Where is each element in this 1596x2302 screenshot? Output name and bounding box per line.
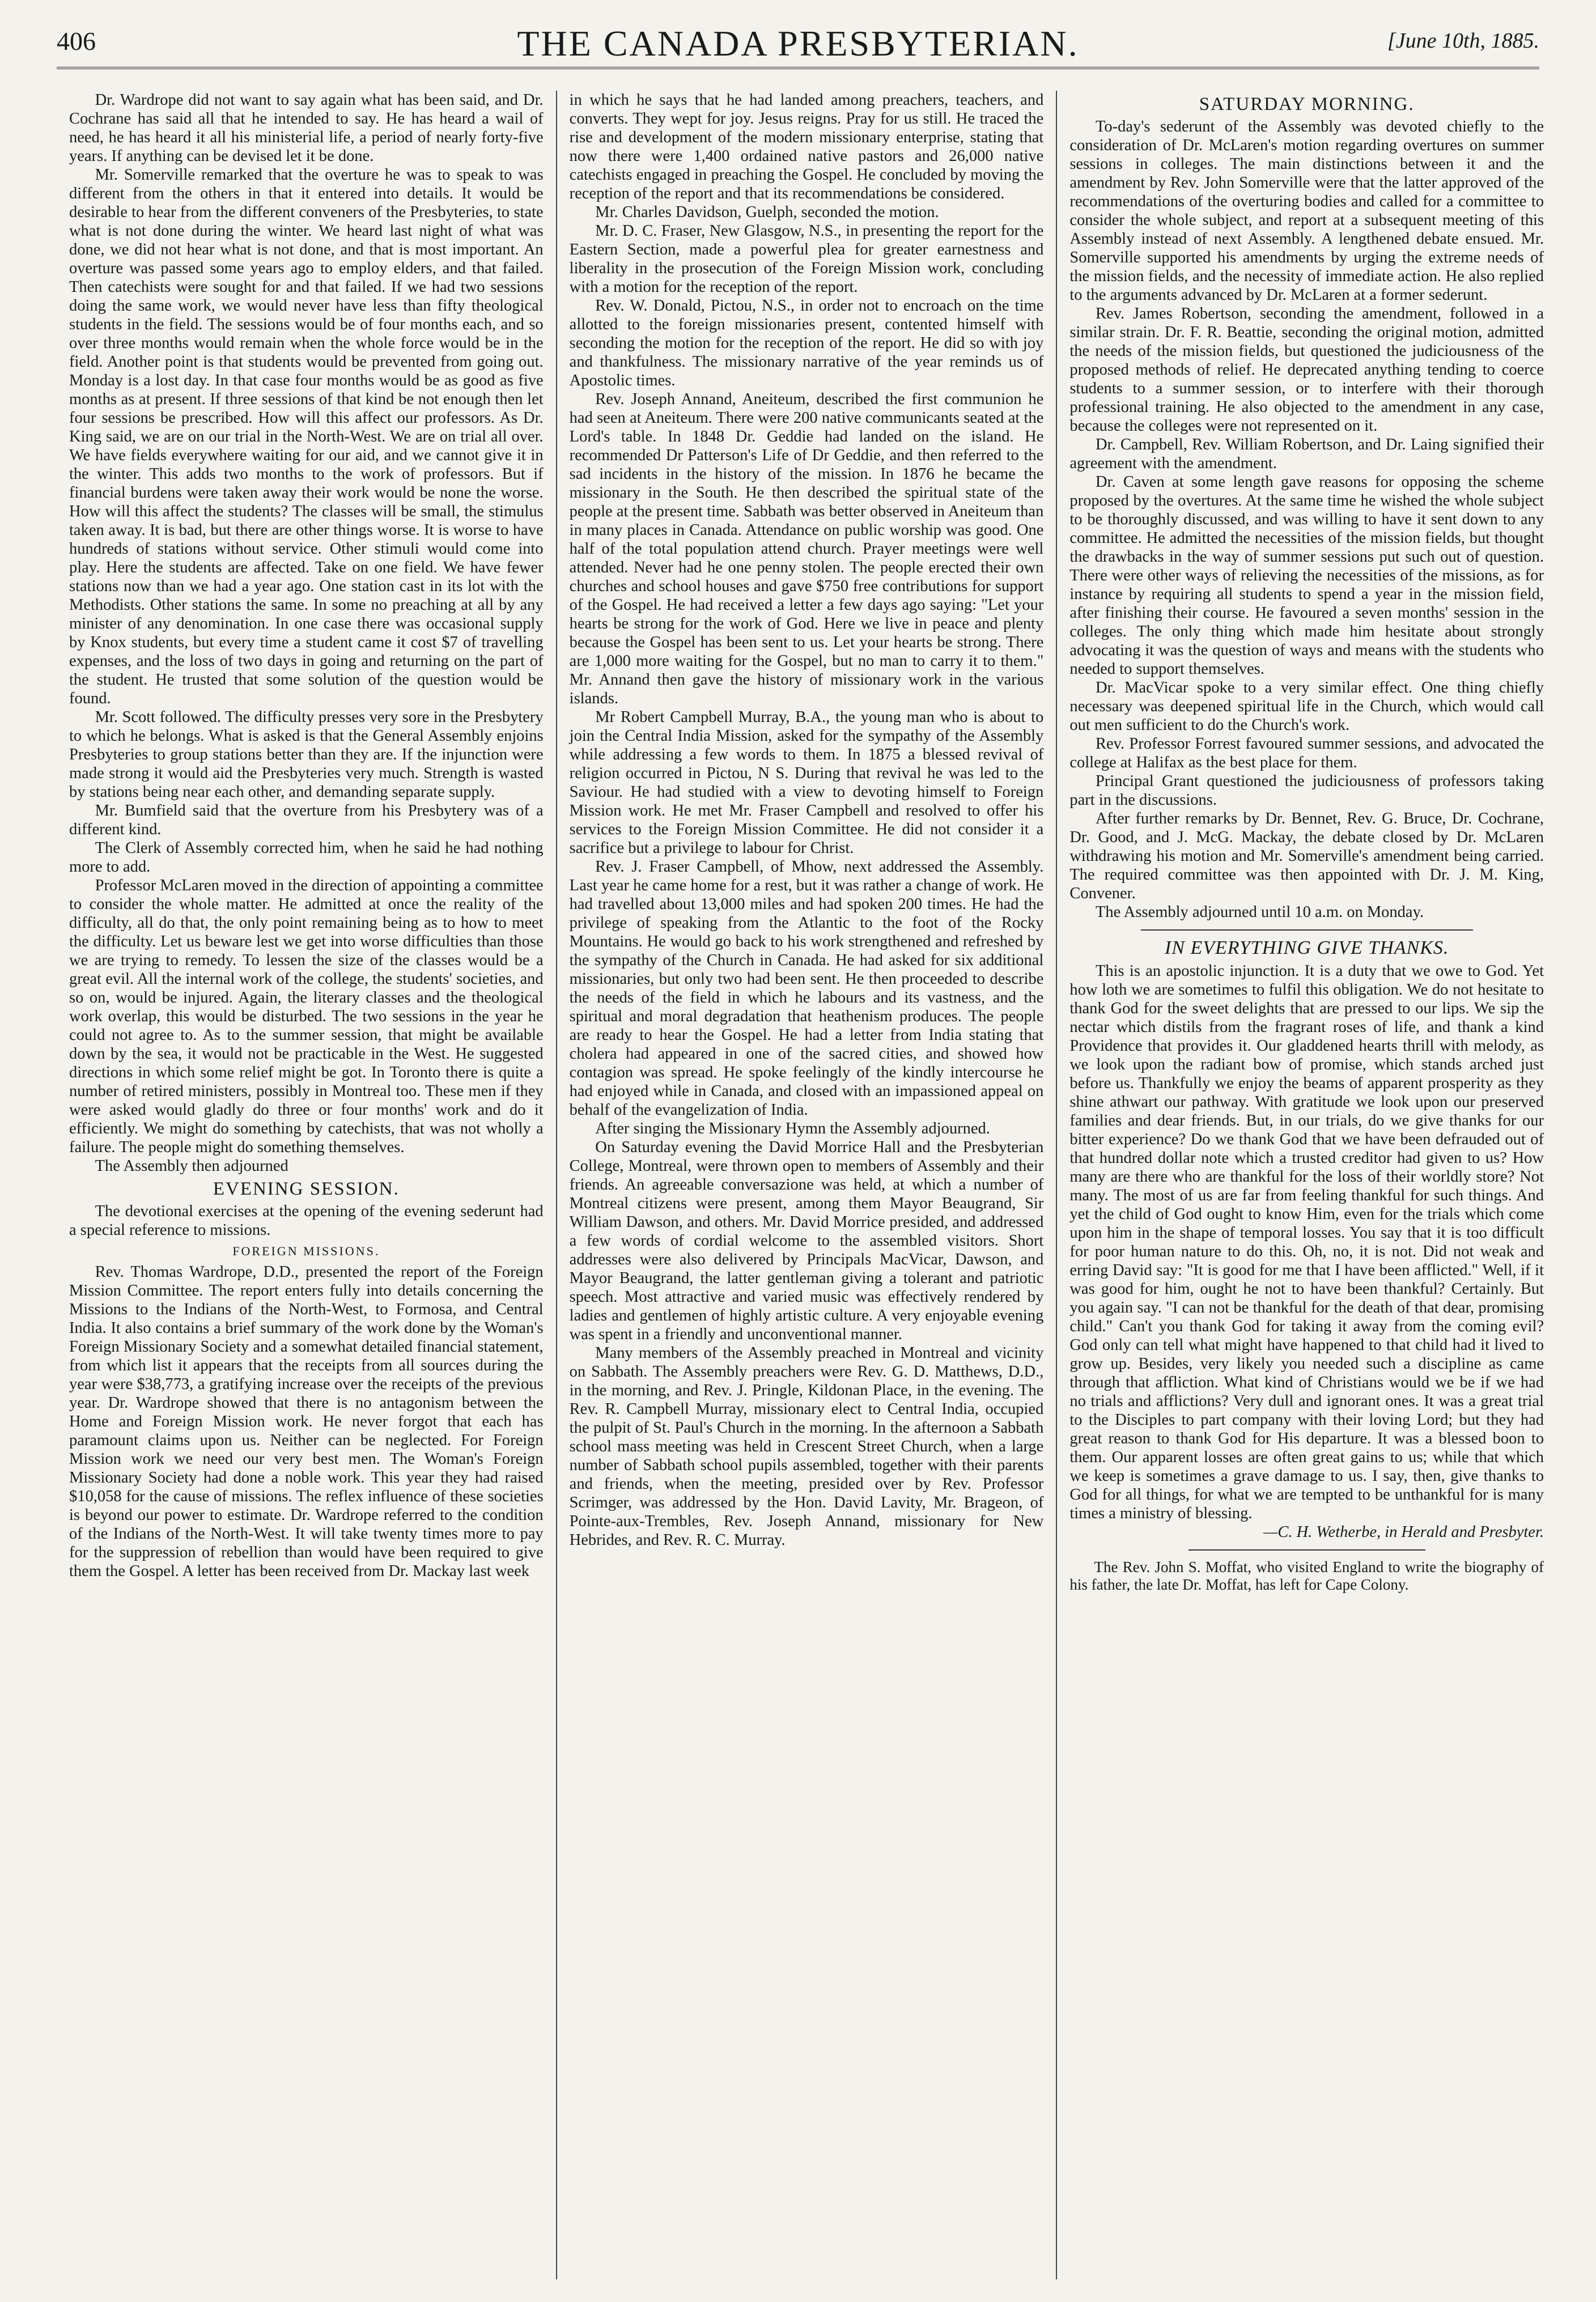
paragraph: Rev. Thomas Wardrope, D.D., presented the report of the Foreign Mission Committee. The report enters fully into details concerning the Missions to the Indians of the North-West, to Formosa, and Central India. It also contains a brief summary of the work done by the Woman's Foreign Missionary Society and a somewhat detailed financial statement, from which list it appears that the receipts from all sources during the year were $38,773, a gratifying increase over the receipts of the previous year. Dr. Wardrope showed that there is no antagonism between the Home and Foreign Mission work. He never forgot that each has paramount claims upon us. Neither can be neglected. For Foreign Mission work we need our very best men. The Woman's Foreign Missionary Society had done a noble work. This year they had raised $10,058 for the cause of missions. The reflex influence of these societies is beyond our power to estimate. Dr. Wardrope referred to the condition of the Indians of the North-West. It will take twenty times more to pay for the suppression of rebellion than would have been required to give them the Gospel. A letter has been received from Dr. Mackay last week xyxy=(69,1263,544,1580)
paragraph: Principal Grant questioned the judiciousness of professors taking part in the discussions. xyxy=(1069,772,1544,809)
paragraph: On Saturday evening the David Morrice Hall and the Presbyterian College, Montreal, were thrown open to members of Assembly and their friends. An agreeable conversazione was held, at which a number of Montreal citizens were present, among them Mayor Beaugrand, Sir William Dawson, and others. Mr. David Morrice presided, and addressed a few words of cordial welcome to the assembled visitors. Short addresses were also delivered by Principals MacVicar, Dawson, and Mayor Beaugrand, the latter gentleman giving a tolerant and patriotic speech. Most attractive and varied music was effectively rendered by ladies and gentlemen of highly artistic culture. A very enjoyable evening was spent in a friendly and unconventional manner. xyxy=(569,1139,1044,1343)
paragraph: The Assembly adjourned until 10 a.m. on Monday. xyxy=(1095,903,1424,921)
column-2 xyxy=(556,91,1056,2279)
paragraph: Rev. J. Fraser Campbell, of Mhow, next addressed the Assembly. Last year he came home for a rest, but it was rather a change of work. He had travelled about 13,000 miles and had spoken 200 times. He had the privilege of speaking from the Atlantic to the foot of the Rocky Mountains. He would go back to his work strengthened and refreshed by the sympathy of the Church in Canada. He had asked for six additional missionaries, but only two had been sent. He then proceeded to describe the needs of the field in which he labours and its vastness, and the spiritual and moral degradation that heathenism produces. The people are ready to hear the Gospel. He had a letter from India stating that cholera had appeared in one of the sacred cities, and showed how contagion was spread. He spoke feelingly of the kindly intercourse he had enjoyed while in Canada, and closed with an impassioned appeal on behalf of the evangelization of India. xyxy=(569,858,1044,1119)
evening-session-heading: EVENING SESSION. xyxy=(213,1179,400,1199)
paragraph: The Assembly then adjourned xyxy=(95,1157,288,1175)
paragraph: After singing the Missionary Hymn the Assembly adjourned. xyxy=(595,1120,990,1137)
section-divider xyxy=(1141,929,1473,931)
article-signature: —C. H. Wetherbe, in Herald and Presbyter. xyxy=(1263,1523,1544,1541)
saturday-morning-heading: SATURDAY MORNING. xyxy=(1199,94,1415,114)
paragraph: Dr. Caven at some length gave reasons for opposing the scheme proposed by the overtures. At the same time he wished the whole subject to be thoroughly discussed, and was willing to have it sent down to any committee. He admitted the necessities of the mission fields, but thought the drawbacks in the way of summer sessions put such out of question. There were other ways of relieving the necessities of the missions, as for instance by requiring all students to spend a year in the mission field, after finishing their course. He favoured a seven months' session in the colleges. The only thing which made him hesitate about strongly advocating it was the question of ways and means with the students who needed to support themselves. xyxy=(1069,473,1544,678)
paragraph: This is an apostolic injunction. It is a duty that we owe to God. Yet how loth we are sometimes to fulfil this obligation. We do not hesitate to thank God for the sweet delights that are pressed to our lips. We sip the nectar which distils from the fragrant roses of life, and thank a kind Providence that provides it. Our gladdened hearts thrill with melody, as we look upon the radiant bow of promise, which stands arched just before us. Thankfully we enjoy the beams of apparent prosperity as they shine athwart our pathway. With gratitude we look upon our preserved families and dear friends. But, in our trials, do we give thanks for our bitter experience? Do we thank God that we have been defrauded out of that hundred dollar note which a trusted creditor had given to us? How many are there who are thankful for the loss of their worldly store? Not many. The most of us are far from feeling thankful for such things. And yet the child of God ought to know Him, even for the trials which come upon him in the shape of temporal losses. You say that it is too difficult for poor human nature to do this. Oh, no, it is not. Did not weak and erring David say: "It is good for me that I have been afflicted." Well, if it was good for him, ought he not to have been thankful? Certainly. But you again say. "I can not be thankful for the death of that dear, promising child." Can't you thank God for taking it away from the coming evil? God only can tell what might have happened to that child had it lived to grow up. Besides, very likely you needed such a discipline as came through that affliction. What kind of Christians would we be if we had no trials and afflictions? Very dull and ignorant ones. It was a great trial to the Disciples to part company with their loving Lord; but they had great reason to thank God for His departure. It was a blessed boon to them. Our apparent losses are often great gains to us; while that which we keep is sometimes a grave damage to us. I say, then, give thanks to God for all things, for what we are tempted to be unthankful for is many times a ministry of blessing. xyxy=(1069,962,1544,1522)
paragraph: Mr. Scott followed. The difficulty presses very sore in the Presbytery to which he belongs. What is asked is that the General Assembly enjoins Presbyteries to group stations better than they are. If the injunction were made strong it would aid the Presbyteries very much. Strength is wasted by stations being near each other, and demanding separate supply. xyxy=(69,708,544,801)
paragraph: Mr. Bumfield said that the overture from his Presbytery was of a different kind. xyxy=(69,802,544,838)
column-1 xyxy=(57,91,556,2279)
issue-date: [June 10th, 1885. xyxy=(1387,29,1539,53)
column-3 xyxy=(1056,91,1556,2279)
masthead xyxy=(57,23,1539,69)
paragraph: To-day's sederunt of the Assembly was devoted chiefly to the consideration of Dr. McLaren's motion regarding overtures on summer sessions in colleges. The main distinctions between it and the amendment by Rev. John Somerville were that the latter approved of the recommendations of the overturing bodies and called for a committee to consider the whole subject, and report at a subsequent meeting of this Assembly instead of next Assembly. A lengthened debate ensued. Mr. Somerville supported his amendments by urging the extreme needs of the mission fields, and the necessity of immediate action. He also replied to the arguments advanced by Dr. McLaren at a former sederunt. xyxy=(1069,118,1544,304)
article-columns xyxy=(57,91,1556,2279)
paragraph: Rev. Professor Forrest favoured summer sessions, and advocated the college at Halifax as the best place for them. xyxy=(1069,735,1544,771)
paragraph: Many members of the Assembly preached in Montreal and vicinity on Sabbath. The Assembly preachers were Rev. G. D. Matthews, D.D., in the morning, and Rev. J. Pringle, Kildonan Place, in the evening. The Rev. R. Campbell Murray, missionary elect to Central India, occupied the pulpit of St. Paul's Church in the morning. In the afternoon a Sabbath school mass meeting was held in Crescent Street Church, when a large number of Sabbath school pupils assembled, together with their parents and friends, when the meeting, presided over by Rev. Professor Scrimger, was addressed by the Hon. David Lavity, Mr. Brageon, of Pointe-aux-Trembles, Rev. Joseph Annand, missionary for New Hebrides, and Rev. R. C. Murray. xyxy=(569,1344,1044,1549)
paragraph: Mr Robert Campbell Murray, B.A., the young man who is about to join the Central India Mission, asked for the sympathy of the Assembly while addressing a few words to them. In 1875 a blessed revival of religion occurred in Pictou, N S. During that revival he was led to the Saviour. He had studied with a view to devoting himself to Foreign Mission work. He met Mr. Fraser Campbell and resolved to offer his services to the Foreign Mission Committee. He did not consider it a sacrifice but a privilege to labour for Christ. xyxy=(569,708,1044,857)
paragraph: Rev. Joseph Annand, Aneiteum, described the first communion he had seen at Aneiteum. There were 200 native communicants seated at the Lord's table. In 1848 Dr. Geddie had landed on the island. He recommended Dr Patterson's Life of Dr Geddie, and then referred to the sad incidents in the history of the mission. In 1876 he became the missionary in the South. He then described the spiritual state of the people at the present time. Sabbath was better observed in Aneiteum than in many places in Canada. Attendance on public worship was good. One half of the total population attend church. Prayer meetings were well attended. Never had he one penny stolen. The people erected their own churches and school houses and gave $750 free contributions for support of the Gospel. He had received a letter a few days ago saying: "Let your hearts be strong for the work of God. Here we live in peace and plenty because the Gospel has been sent to us. Let your hearts be strong. There are 1,000 more waiting for the Gospel, but no man to carry it to them." Mr. Annand then gave the history of missionary work in the various islands. xyxy=(569,390,1044,707)
foreign-missions-heading: FOREIGN MISSIONS. xyxy=(232,1244,380,1258)
paragraph: Dr. MacVicar spoke to a very similar effect. One thing chiefly necessary was deepened spiritual life in the Church, which would call out men sufficient to do the Church's work. xyxy=(1069,679,1544,734)
paragraph: After further remarks by Dr. Bennet, Rev. G. Bruce, Dr. Cochrane, Dr. Good, and J. McG. Mackay, the debate closed by Dr. McLaren withdrawing his motion and Mr. Somerville's amendment being carried. The required committee was then appointed with Dr. J. M. King, Convener. xyxy=(1069,810,1544,902)
section-divider xyxy=(1188,1549,1425,1551)
paragraph: Dr. Wardrope did not want to say again what has been said, and Dr. Cochrane has said all that he intended to say. He has heard a wail of need, he has heard it all his ministerial life, a period of nearly forty-five years. If anything can be devised let it be done. xyxy=(69,91,544,165)
paragraph: The devotional exercises at the opening of the evening sederunt had a special reference to missions. xyxy=(69,1203,544,1239)
news-note: The Rev. John S. Moffat, who visited England to write the biography of his father, the late Dr. Moffat, has left for Cape Colony. xyxy=(1069,1558,1544,1593)
give-thanks-heading: IN EVERYTHING GIVE THANKS. xyxy=(1164,937,1449,958)
page-number: 406 xyxy=(57,27,96,56)
paragraph: Mr. Somerville remarked that the overture he was to speak to was different from the others in that it entered into details. It would be desirable to hear from the different conveners of the Presbyteries, to state what is not done during the winter. We heard last night of what was done, we did not hear what is not done, and that is most important. An overture was passed some years ago to employ elders, and that failed. Then catechists were sought for and that failed. If we had two sessions doing the same work, we would never have less than fifty theological students in the field. The sessions would be of four months each, and so over three months would remain when the whole force would be in the field. Another point is that students would be prevented from going out. Monday is a lost day. In that case four months would be as good as five months as at present. If three sessions of that kind be not enough then let four sessions be prescribed. How will this affect our professors. As Dr. King said, we are on our trial in the North-West. We are on trial all over. We have fields everywhere waiting for our aid, and we cannot give it in the winter. This adds two months to the work of professors. But if financial burdens were taken away their work would be none the worse. How will this affect the students? The classes will be small, the stimulus taken away. It is bad, but there are other things worse. It is worse to have hundreds of stations without service. Other stimuli would come into play. Here the students are affected. Take on one field. We have fewer stations now than we had a year ago. One station cast in its lot with the Methodists. Other stations the same. In some no preaching at all by any minister of any denomination. In one case there was occasional supply by Knox students, but every time a student came it cost $7 of travelling expenses, and the loss of two days in going and returning on the part of the student. He trusted that some solution of the question would be found. xyxy=(69,166,544,707)
paragraph: Rev. James Robertson, seconding the amendment, followed in a similar strain. Dr. F. R. Beattie, seconding the original motion, admitted the needs of the mission fields, but questioned the judiciousness of the proposed methods of relief. He deprecated anything tending to coerce students to a summer session, or to interfere with their thorough professional training. He also objected to the amendment in any case, because the colleges were not represented on it. xyxy=(1069,305,1544,435)
newspaper-title: THE CANADA PRESBYTERIAN. xyxy=(517,23,1079,63)
paragraph: Dr. Campbell, Rev. William Robertson, and Dr. Laing signified their agreement with the amendment. xyxy=(1069,436,1544,472)
paragraph: Rev. W. Donald, Pictou, N.S., in order not to encroach on the time allotted to the foreign missionaries present, contented himself with seconding the motion for the reception of the report. He did so with joy and thankfulness. The missionary narrative of the year reminds us of Apostolic times. xyxy=(569,297,1044,389)
paragraph: Mr. D. C. Fraser, New Glasgow, N.S., in presenting the report for the Eastern Section, made a powerful plea for greater earnestness and liberality in the prosecution of the Foreign Mission work, concluding with a motion for the reception of the report. xyxy=(569,222,1044,296)
paragraph: Professor McLaren moved in the direction of appointing a committee to consider the whole matter. He admitted at once the reality of the difficulty, all do that, the only point remaining being as to how to meet the difficulty. Let us beware lest we get into worse difficulties than those we are trying to remedy. To lessen the size of the classes would be a great evil. All the internal work of the college, the students' societies, and so on, would be injured. Again, the literary classes and the theological work overlap, this would be disturbed. The two sessions in the year he could not agree to. As to the summer session, that might be available down by the sea, it would not be practicable in the West. He suggested directions in which some relief might be got. In Toronto there is quite a number of retired ministers, possibly in Montreal too. These men if they were asked would gladly do three or four months' work and do it efficiently. We might do something by catechists, that was not wholly a failure. The people might do something themselves. xyxy=(69,877,544,1156)
paragraph: The Clerk of Assembly corrected him, when he said he had nothing more to add. xyxy=(69,839,544,876)
paragraph: in which he says that he had landed among preachers, teachers, and converts. They wept for joy. Jesus reigns. Pray for us still. He traced the rise and development of the modern missionary enterprise, stating that now there were 1,400 ordained native pastors and 26,000 native catechists engaged in preaching the Gospel. He concluded by moving the reception of the report and that its recommendations be considered. xyxy=(569,91,1044,202)
paragraph: Mr. Charles Davidson, Guelph, seconded the motion. xyxy=(595,203,939,221)
